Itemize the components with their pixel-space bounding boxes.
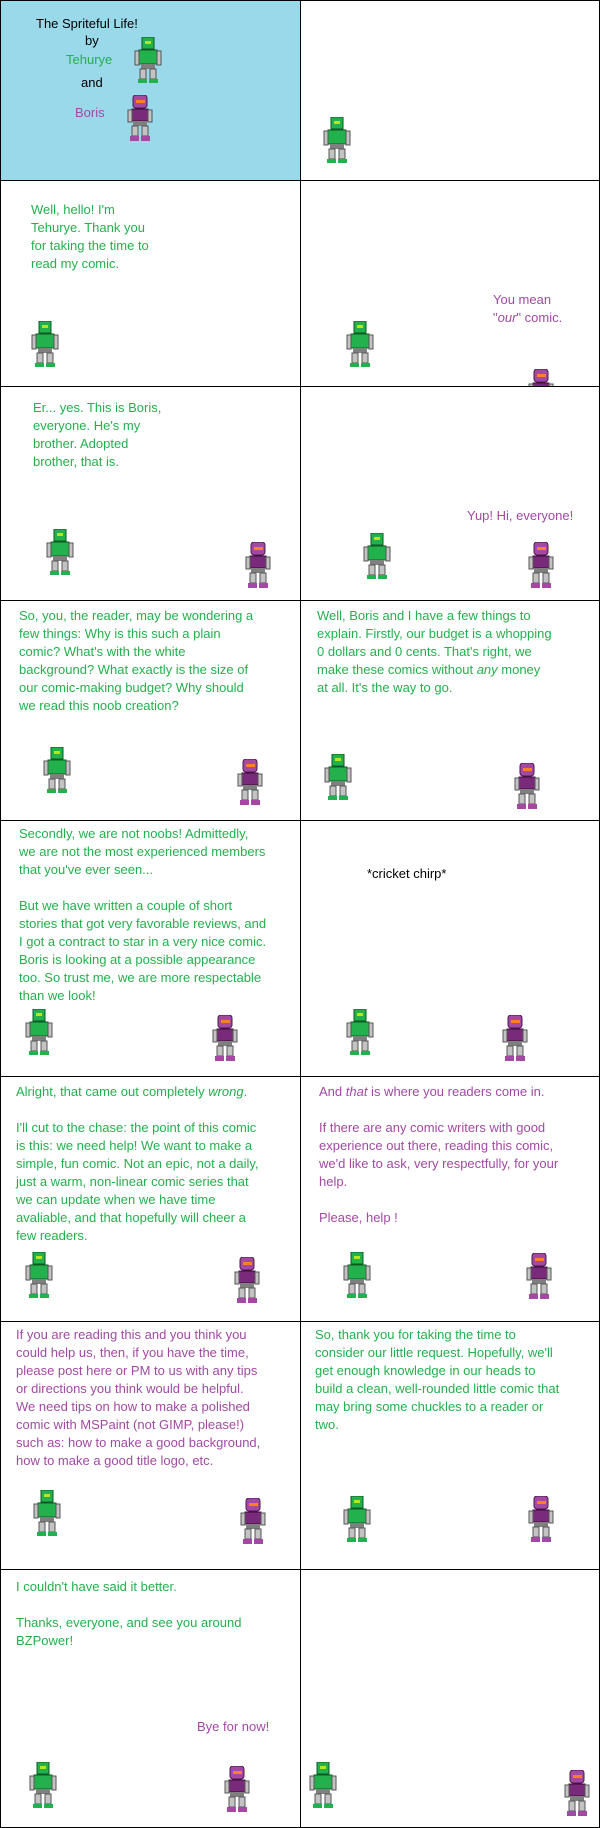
- comic-title: The Spriteful Life!: [36, 16, 138, 31]
- boris-sprite: [563, 1770, 591, 1816]
- boris-sprite: [236, 759, 264, 805]
- tehurye-sprite: [25, 1252, 53, 1298]
- tehurye-sprite: [363, 533, 391, 579]
- boris-sprite: [527, 542, 555, 588]
- tehurye-sprite: [134, 37, 162, 83]
- panel-11: [0, 1076, 301, 1322]
- boris-sprite: [513, 763, 541, 809]
- tehurye-sprite: [346, 1009, 374, 1055]
- boris-sprite: [525, 1253, 553, 1299]
- panel-8-dialogue: Well, Boris and I have a few things to explain. Firstly, our budget is a whopping 0 dollars and 0 cents. That's right, we make these comics without any money at all. It's the way to go.: [317, 608, 552, 695]
- boris-sprite-peeking: [527, 369, 555, 387]
- panel-8: [300, 600, 600, 821]
- tehurye-sprite: [43, 747, 71, 793]
- panel-12-dialogue: And that is where you readers come in. If there are any comic writers with good experience out there, reading this comic, we'd like to ask, very respectfully, for your help. Please, help !: [319, 1084, 559, 1225]
- boris-sprite: [233, 1257, 261, 1303]
- panel-4-dialogue-line1: You mean: [493, 292, 552, 307]
- panel-14: [300, 1321, 600, 1570]
- panel-14-dialogue: So, thank you for taking the time to consider our little request. Hopefully, we'll get enough knowledge in our heads to build a clean, well-rounded little comic that may bring some chuckles to a reader or two.: [315, 1327, 560, 1432]
- tehurye-sprite: [323, 117, 351, 163]
- panel-5: [0, 386, 301, 601]
- panel-3: [0, 180, 301, 387]
- panel-2: [300, 0, 600, 181]
- tehurye-sprite: [343, 1496, 371, 1542]
- panel-13-dialogue: If you are reading this and you think you could help us, then, if you have the time, please post here or PM to us with any tips or directions you think would be helpful. We need tips on how to make a polished comic with MSPaint (not GIMP, please!) such as: how to make a good background, how to make a good title logo, etc.: [16, 1327, 261, 1468]
- tehurye-sprite: [309, 1762, 337, 1808]
- panel-15-farewell: Bye for now!: [197, 1719, 270, 1734]
- panel-4: [300, 180, 600, 387]
- tehurye-sprite: [346, 321, 374, 367]
- tehurye-sprite: [324, 754, 352, 800]
- panel-15: [0, 1569, 301, 1828]
- panel-10-sound-effect: *cricket chirp*: [367, 866, 447, 881]
- panel-7: [0, 600, 301, 821]
- author-tehurye: Tehurye: [66, 52, 113, 67]
- tehurye-sprite: [25, 1009, 53, 1055]
- panel-11-dialogue: Alright, that came out completely wrong. I'll cut to the chase: the point of this comic is this: we need help! We want to make a simple, fun comic. Not an epic, not a daily, just a warm, non-linear comic series that we can update when we have time avaliable, and that hopefully will cheer a few readers.: [16, 1084, 259, 1243]
- panel-4-dialogue-line2: "our" comic.: [493, 310, 563, 325]
- boris-sprite: [244, 542, 272, 588]
- panel-13: [0, 1321, 301, 1570]
- tehurye-sprite: [31, 321, 59, 367]
- panel-3-dialogue: Well, hello! I'm Tehurye. Thank you for taking the time to read my comic.: [31, 202, 149, 271]
- boris-sprite: [211, 1015, 239, 1061]
- boris-sprite: [126, 95, 154, 141]
- panel-6-dialogue: Yup! Hi, everyone!: [467, 508, 574, 523]
- panel-6: [300, 386, 600, 601]
- panel-10: [300, 820, 600, 1077]
- tehurye-sprite: [29, 1762, 57, 1808]
- boris-sprite: [239, 1498, 267, 1544]
- tehurye-sprite: [343, 1252, 371, 1298]
- author-boris: Boris: [75, 105, 105, 120]
- boris-sprite: [501, 1015, 529, 1061]
- panel-7-dialogue: So, you, the reader, may be wondering a few things: Why is this such a plain comic? What's with the white background? What exactly is the size of our comic-making budget? Why should we read this noob creation?: [19, 608, 254, 713]
- boris-sprite: [527, 1496, 555, 1542]
- panel-12: [300, 1076, 600, 1322]
- panel-9: [0, 820, 301, 1077]
- tehurye-sprite: [46, 529, 74, 575]
- boris-sprite: [223, 1766, 251, 1812]
- tehurye-sprite: [33, 1490, 61, 1536]
- panel-16: [300, 1569, 600, 1828]
- panel-15-dialogue: I couldn't have said it better. Thanks, everyone, and see you around BZPower!: [16, 1579, 242, 1648]
- title-panel: [0, 0, 301, 181]
- panel-5-dialogue: Er... yes. This is Boris, everyone. He's my brother. Adopted brother, that is.: [33, 400, 162, 469]
- title-and: and: [81, 75, 103, 90]
- title-by: by: [85, 33, 99, 48]
- panel-9-dialogue: Secondly, we are not noobs! Admittedly, we are not the most experienced members that you've ever seen... But we have written a couple of short stories that got very favorable reviews, and I got a contract to star in a very nice comic. Boris is looking at a possible appearance too. So trust me, we are more respectable than we look!: [19, 826, 267, 1003]
